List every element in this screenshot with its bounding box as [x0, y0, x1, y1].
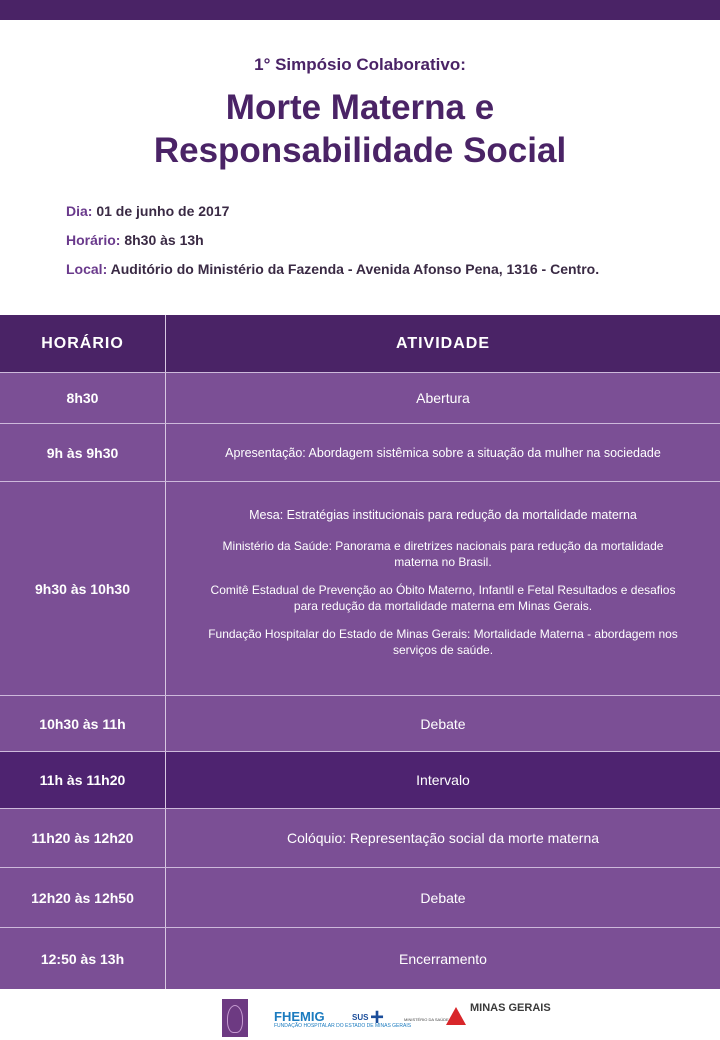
info-time-value: 8h30 às 13h — [120, 232, 204, 248]
row-time: 11h às 11h20 — [0, 752, 166, 808]
symposium-logo — [222, 999, 248, 1037]
event-title-line-1: Morte Materna e — [225, 88, 495, 127]
info-time-label: Horário: — [66, 232, 121, 248]
table-row — [0, 373, 720, 424]
table-row — [0, 482, 720, 696]
fhemig-subtitle: FUNDAÇÃO HOSPITALAR DO ESTADO DE MINAS GERAIS — [274, 1023, 412, 1029]
minas-gerais-logo: MINAS GERAIS — [470, 1002, 551, 1014]
mesa-title: Mesa: Estratégias institucionais para redução da mortalidade materna — [249, 507, 637, 522]
info-place-value: Auditório do Ministério da Fazenda - Avenida Afonso Pena, 1316 - Centro. — [107, 261, 600, 277]
mesa-item: Fundação Hospitalar do Estado de Minas Gerais: Mortalidade Materna - abordagem nos serviços de saúde. — [208, 626, 678, 657]
info-day-label: Dia: — [66, 203, 93, 219]
ministry-logo: MINISTÉRIO DA SAÚDE — [404, 1017, 449, 1022]
row-activity: Abertura — [416, 390, 470, 406]
table-row — [0, 696, 720, 752]
row-activity: Colóquio: Representação social da morte materna — [286, 830, 600, 846]
row-activity: Encerramento — [399, 950, 487, 967]
table-header-row — [0, 315, 720, 373]
header-time: HORÁRIO — [0, 315, 166, 372]
mesa-item: Comitê Estadual de Prevenção ao Óbito Materno, Infantil e Fetal Resultados e desafios para redução da mortalidade materna em Minas Gerais. — [210, 582, 676, 613]
sus-logo: SUS — [352, 1013, 369, 1022]
table-row — [0, 809, 720, 868]
footer-logos — [0, 989, 720, 1040]
info-place — [66, 261, 599, 277]
header-activity: ATIVIDADE — [395, 334, 491, 352]
row-activity — [166, 482, 720, 695]
minas-gerais-triangle-icon — [446, 1007, 466, 1025]
mesa-item: Ministério da Saúde: Panorama e diretrizes nacionais para redução da mortalidade materna no Brasil. — [222, 538, 664, 569]
row-activity: Apresentação: Abordagem sistêmica sobre a situação da mulher na sociedade — [225, 445, 661, 460]
row-time: 9h às 9h30 — [0, 424, 166, 481]
row-activity: Debate — [420, 889, 466, 906]
mesa-box — [166, 482, 720, 695]
row-activity: Debate — [420, 715, 466, 732]
row-activity: Intervalo — [416, 772, 470, 788]
table-row — [0, 868, 720, 928]
row-time: 10h30 às 11h — [0, 696, 166, 751]
table-row — [0, 424, 720, 482]
schedule-table — [0, 315, 720, 989]
row-time: 9h30 às 10h30 — [0, 482, 166, 695]
row-time: 12:50 às 13h — [0, 928, 166, 989]
row-time: 11h20 às 12h20 — [0, 809, 166, 867]
info-time — [66, 232, 204, 248]
event-title — [0, 86, 720, 172]
event-title-line-2: Responsabilidade Social — [153, 131, 567, 170]
info-place-label: Local: — [66, 261, 108, 277]
info-day-value: 01 de junho de 2017 — [92, 203, 230, 219]
event-subtitle: 1° Simpósio Colaborativo: — [254, 55, 466, 74]
fhemig-logo: FHEMIG — [274, 1009, 325, 1024]
row-time: 12h20 às 12h50 — [0, 868, 166, 927]
logo-figure-icon — [227, 1005, 243, 1033]
info-day — [66, 203, 229, 219]
row-time: 8h30 — [0, 373, 166, 423]
top-bar — [0, 0, 720, 20]
table-row — [0, 752, 720, 809]
table-row — [0, 928, 720, 989]
sus-plus-icon: + — [370, 1004, 385, 1031]
